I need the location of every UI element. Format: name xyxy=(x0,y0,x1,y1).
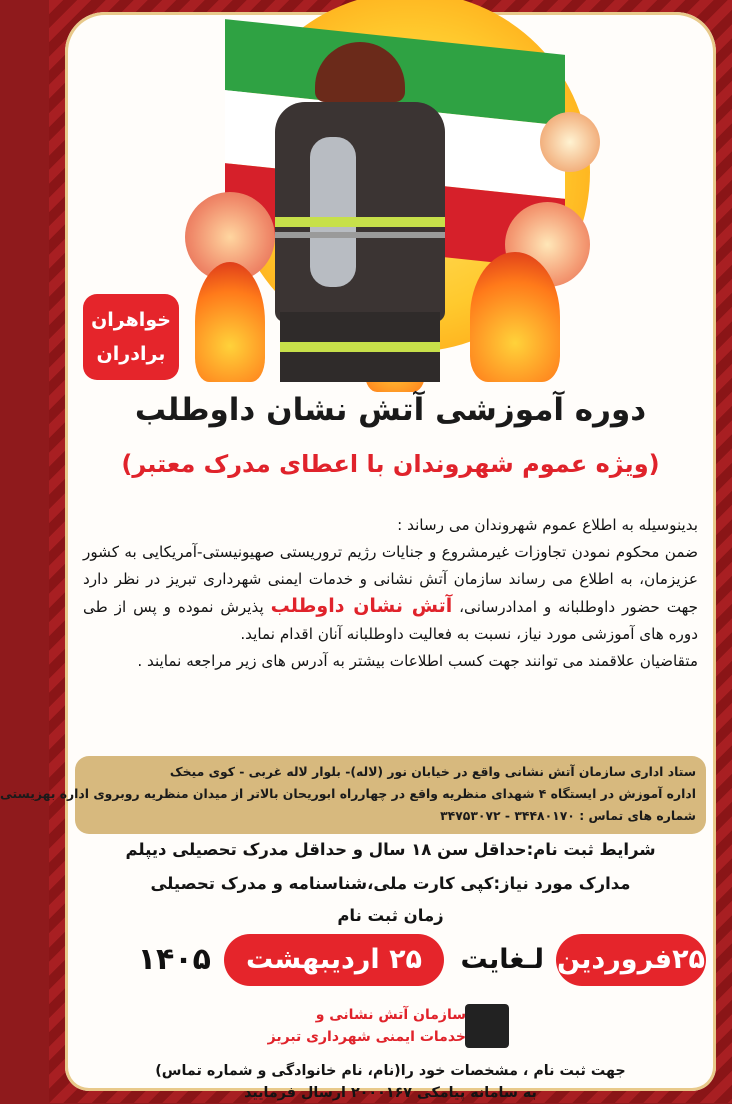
contact-numbers: شماره های تماس : ۳۴۴۸۰۱۷۰ - ۳۴۷۵۳۰۷۲ xyxy=(440,808,696,823)
year-text: ۱۴۰۵ xyxy=(137,942,211,977)
footer-line-1: جهت ثبت نام ، مشخصات خود را(نام، نام خانوادگی و شماره تماس) xyxy=(155,1063,626,1079)
fire-department-logo-icon xyxy=(465,1004,509,1048)
end-date-pill: ۲۵ اردیبهشت xyxy=(224,934,444,986)
poster-card xyxy=(0,12,716,1101)
organization-block xyxy=(65,998,716,1060)
poster-title: دوره آموزشی آتش نشان داوطلب xyxy=(134,392,647,428)
start-date-pill: ۲۵فروردین xyxy=(556,934,706,986)
badge-brothers: برادران xyxy=(96,343,166,365)
footer-line-2: به سامانه پیامکی ۲۰۰۰۱۶۷ ارسال فرمایید xyxy=(244,1085,537,1101)
flower-right-top xyxy=(540,112,600,172)
paragraph-1-text: ضمن محکوم نمودن تجاوزات غیرمشروع و جنایات رژیم تروریستی صهیونیستی-آمریکایی به کشور عزیزمان، به اطلاع می رساند سازمان آتش نشانی و خدمات ایمنی شهرداری تبریز در نظر دارد جهت حضور داوطلبانه و امدادرسانی، xyxy=(83,543,698,616)
address-box xyxy=(0,756,706,834)
registration-period-label: زمان ثبت نام xyxy=(337,906,444,925)
gender-badge xyxy=(83,294,179,380)
registration-dates xyxy=(75,934,706,994)
paragraph-2: متقاضیان علاقمند می توانند جهت کسب اطلاعات بیشتر به آدرس های زیر مراجعه نمایند . xyxy=(137,652,698,670)
until-text: لـغایت xyxy=(460,944,544,975)
required-documents: مدارک مورد نیاز:کپی کارت ملی،شناسنامه و مدرک تحصیلی xyxy=(150,874,631,893)
registration-conditions: شرایط ثبت نام:حداقل سن ۱۸ سال و حداقل مدرک تحصیلی دیپلم xyxy=(125,840,656,859)
flame-right xyxy=(470,252,560,382)
address-hq: ستاد اداری سازمان آتش نشانی واقع در خیابان نور (لاله)- بلوار لاله غربی - کوی میخک xyxy=(169,764,696,779)
announcement-body xyxy=(83,512,698,675)
organization-name xyxy=(268,1004,466,1048)
org-line-1: سازمان آتش نشانی و xyxy=(315,1007,466,1023)
sms-registration-instructions xyxy=(65,1060,716,1104)
paragraph-1 xyxy=(83,539,698,648)
badge-sisters: خواهران xyxy=(91,309,171,331)
org-line-2: خدمات ایمنی شهرداری تبریز xyxy=(267,1029,466,1045)
poster-subtitle: (ویژه عموم شهروندان با اعطای مدرک معتبر) xyxy=(121,450,660,478)
firefighter-figure xyxy=(255,42,445,392)
intro-text: بدینوسیله به اطلاع عموم شهروندان می رساند : xyxy=(397,516,698,534)
address-training: اداره آموزش در ایستگاه ۴ شهدای منظریه واقع در چهارراه ابوریحان بالاتر از میدان منظریه روبروی اداره بهزیستی xyxy=(0,786,696,801)
paragraph-1b-text: پذیرش نموده و پس از طی دوره های آموزشی مورد نیاز، نسبت به فعالیت داوطلبانه آنان اقدام نماید. xyxy=(83,598,698,643)
highlight-volunteer: آتش نشان داوطلب xyxy=(270,595,453,617)
